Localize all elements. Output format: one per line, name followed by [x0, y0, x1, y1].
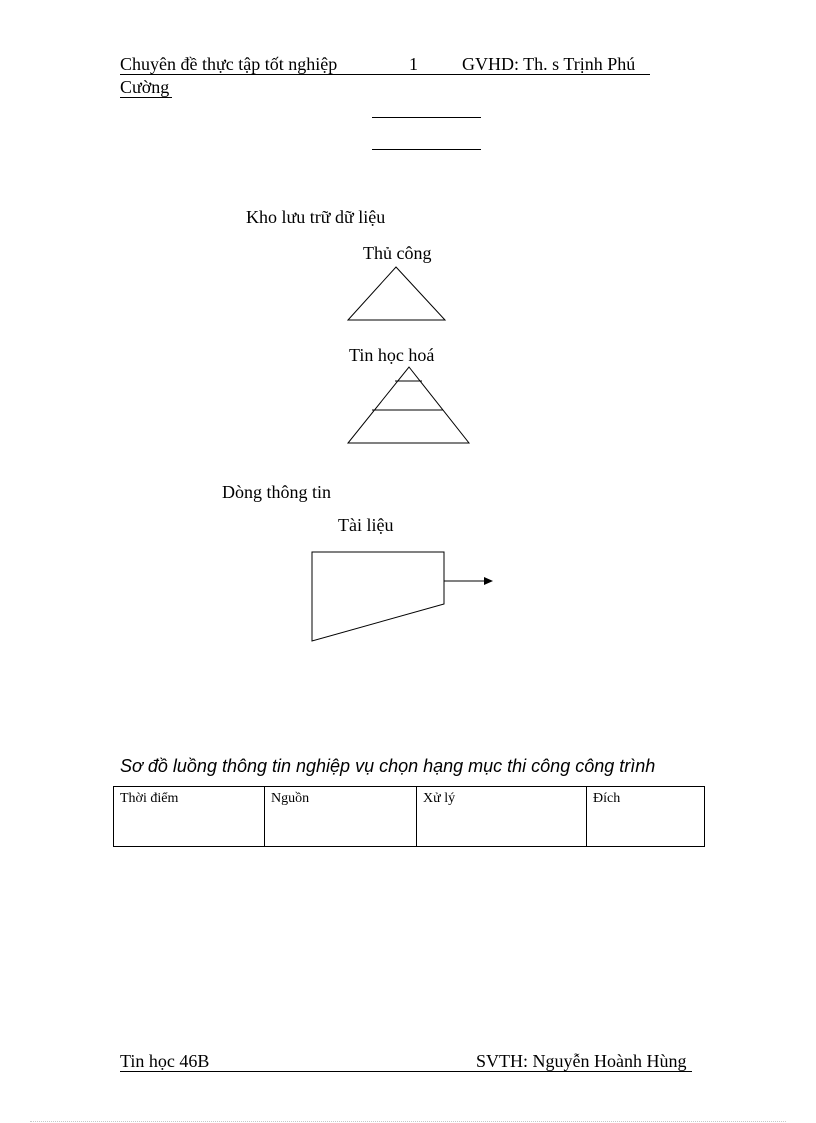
header-advisor: GVHD: Th. s Trịnh Phú	[462, 54, 636, 74]
footer-underline	[120, 1071, 692, 1072]
column-header-destination: Đích	[587, 787, 705, 847]
column-header-time: Thời điểm	[114, 787, 265, 847]
computerized-store-pyramid-icon	[347, 366, 471, 446]
flow-table	[113, 786, 705, 847]
document-shape-icon	[311, 550, 496, 645]
manual-label: Thủ công	[363, 243, 432, 263]
separator-line-top	[372, 117, 481, 118]
table-header-row	[114, 787, 705, 847]
footer-student: SVTH: Nguyễn Hoành Hùng	[476, 1051, 687, 1071]
header-title: Chuyên đề thực tập tốt nghiệp	[120, 54, 338, 74]
header-underline	[120, 74, 650, 75]
header-underline-continued	[120, 97, 172, 98]
separator-line-bottom	[372, 149, 481, 150]
footer-class: Tin học 46B	[120, 1051, 210, 1071]
info-flow-heading: Dòng thông tin	[222, 482, 332, 502]
manual-store-triangle-icon	[347, 266, 447, 322]
diagram-caption: Sơ đồ luồng thông tin nghiệp vụ chọn hạng mục thi công công trình	[120, 756, 656, 776]
document-label: Tài liệu	[338, 515, 394, 535]
page-bottom-dotted-border	[30, 1121, 786, 1122]
header-advisor-continued: Cường	[120, 77, 170, 97]
computerized-label: Tin học hoá	[349, 345, 435, 365]
column-header-source: Nguồn	[265, 787, 417, 847]
column-header-processing: Xử lý	[417, 787, 587, 847]
data-store-heading: Kho lưu trữ dữ liệu	[246, 207, 386, 227]
page-number: 1	[409, 54, 418, 74]
